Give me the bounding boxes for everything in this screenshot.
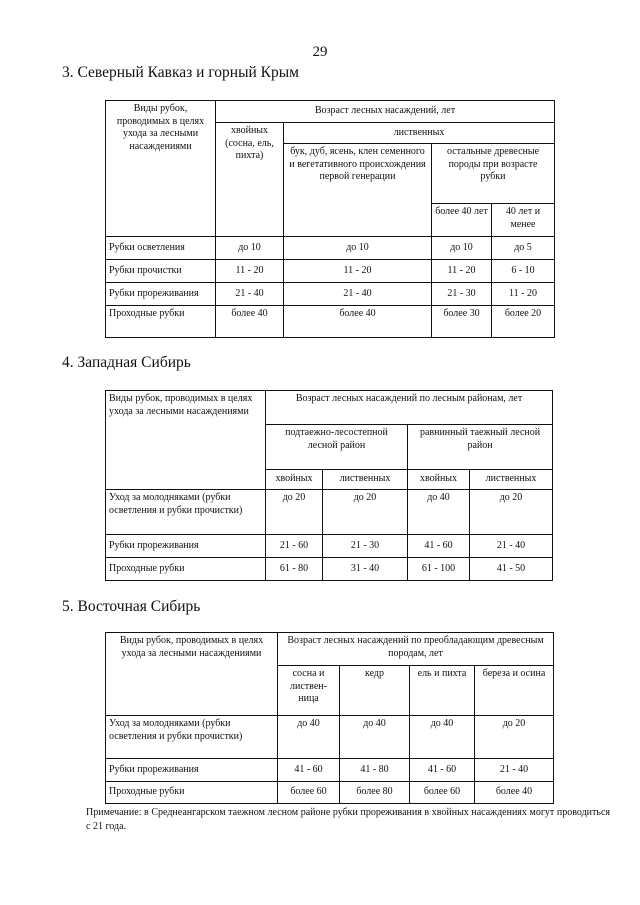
cell: более 80 (340, 782, 410, 804)
header-coniferous: хвойных (сосна, ель, пихта) (216, 123, 284, 237)
cell: до 40 (408, 490, 470, 535)
cell: более 30 (432, 306, 492, 338)
row-label: Уход за молодняками (рубки осветления и рубки прочистки) (106, 716, 278, 759)
cell: 21 - 40 (284, 283, 432, 306)
header-40-and-less: 40 лет и менее (492, 204, 555, 237)
cell: 61 - 100 (408, 558, 470, 581)
cell: 21 - 40 (470, 535, 553, 558)
header-age: Возраст лесных насаждений по преобладающим древесным породам, лет (278, 633, 554, 666)
header-coniferous: хвойных (408, 470, 470, 490)
section-5-title: 5. Восточная Сибирь (62, 598, 201, 615)
cell: 61 - 80 (266, 558, 323, 581)
section-4-table (105, 390, 553, 581)
header-spruce-fir: ель и пихта (410, 666, 475, 716)
section-3-title: 3. Северный Кавказ и горный Крым (62, 64, 299, 81)
row-label: Рубки прореживания (106, 759, 278, 782)
table-row (106, 306, 555, 338)
header-age: Возраст лесных насаждений, лет (216, 101, 555, 123)
row-label: Проходные рубки (106, 306, 216, 338)
header-cut-types: Виды рубок, проводимых в целях ухода за лесными насаждениями (106, 633, 278, 716)
cell: до 10 (284, 237, 432, 260)
header-region-1: подтаежно-лесостепной лесной район (266, 425, 408, 470)
cell: более 40 (475, 782, 554, 804)
header-deciduous: лиственных (284, 123, 555, 144)
cell: 11 - 20 (492, 283, 555, 306)
cell: более 60 (278, 782, 340, 804)
table-row (106, 558, 553, 581)
table-row (106, 283, 555, 306)
header-birch-aspen: береза и осина (475, 666, 554, 716)
cell: 41 - 50 (470, 558, 553, 581)
cell: до 40 (410, 716, 475, 759)
cell: до 40 (278, 716, 340, 759)
header-deciduous: лиственных (470, 470, 553, 490)
header-cut-types: Виды рубок, проводимых в целях ухода за лесными насаждениями (106, 391, 266, 490)
header-cut-types: Виды рубок, проводимых в целях ухода за лесными насаждениями (106, 101, 216, 237)
cell: 21 - 30 (323, 535, 408, 558)
cell: 6 - 10 (492, 260, 555, 283)
row-label: Рубки прочистки (106, 260, 216, 283)
row-label: Рубки прореживания (106, 283, 216, 306)
section-3-table (105, 100, 555, 338)
cell: более 60 (410, 782, 475, 804)
row-label: Проходные рубки (106, 558, 266, 581)
cell: более 40 (284, 306, 432, 338)
table-row (106, 260, 555, 283)
cell: 21 - 40 (475, 759, 554, 782)
section-4-title: 4. Западная Сибирь (62, 354, 191, 371)
cell: 21 - 60 (266, 535, 323, 558)
table-row (106, 759, 554, 782)
row-label: Рубки осветления (106, 237, 216, 260)
header-age: Возраст лесных насаждений по лесным районам, лет (266, 391, 553, 425)
section-5-table (105, 632, 554, 804)
cell: более 40 (216, 306, 284, 338)
header-over-40: более 40 лет (432, 204, 492, 237)
cell: 41 - 80 (340, 759, 410, 782)
cell: 11 - 20 (284, 260, 432, 283)
cell: до 20 (266, 490, 323, 535)
table-row (106, 490, 553, 535)
cell: до 20 (475, 716, 554, 759)
row-label: Рубки прореживания (106, 535, 266, 558)
table-row (106, 782, 554, 804)
cell: 31 - 40 (323, 558, 408, 581)
cell: 41 - 60 (278, 759, 340, 782)
cell: 21 - 40 (216, 283, 284, 306)
cell: до 10 (216, 237, 284, 260)
header-region-2: равнинный таежный лесной район (408, 425, 553, 470)
page-number: 29 (312, 44, 328, 60)
footnote: Примечание: в Среднеангарском таежном лесном районе рубки прореживания в хвойных насаждениях могут проводиться с 21 года. (86, 807, 610, 832)
table-row (106, 535, 553, 558)
header-coniferous: хвойных (266, 470, 323, 490)
cell: более 20 (492, 306, 555, 338)
cell: 11 - 20 (432, 260, 492, 283)
header-cedar: кедр (340, 666, 410, 716)
table-row (106, 716, 554, 759)
header-other-species: остальные древесные породы при возрасте рубки (432, 144, 555, 204)
header-beech-group: бук, дуб, ясень, клен семенного и вегетативного происхождения первой генерации (284, 144, 432, 237)
header-deciduous: лиственных (323, 470, 408, 490)
row-label: Проходные рубки (106, 782, 278, 804)
cell: до 5 (492, 237, 555, 260)
cell: до 10 (432, 237, 492, 260)
cell: 41 - 60 (410, 759, 475, 782)
cell: до 20 (323, 490, 408, 535)
cell: 21 - 30 (432, 283, 492, 306)
cell: 11 - 20 (216, 260, 284, 283)
row-label: Уход за молодняками (рубки осветления и рубки прочистки) (106, 490, 266, 535)
cell: 41 - 60 (408, 535, 470, 558)
cell: до 40 (340, 716, 410, 759)
cell: до 20 (470, 490, 553, 535)
header-pine-larch: сосна и листвен-ница (278, 666, 340, 716)
table-row (106, 237, 555, 260)
